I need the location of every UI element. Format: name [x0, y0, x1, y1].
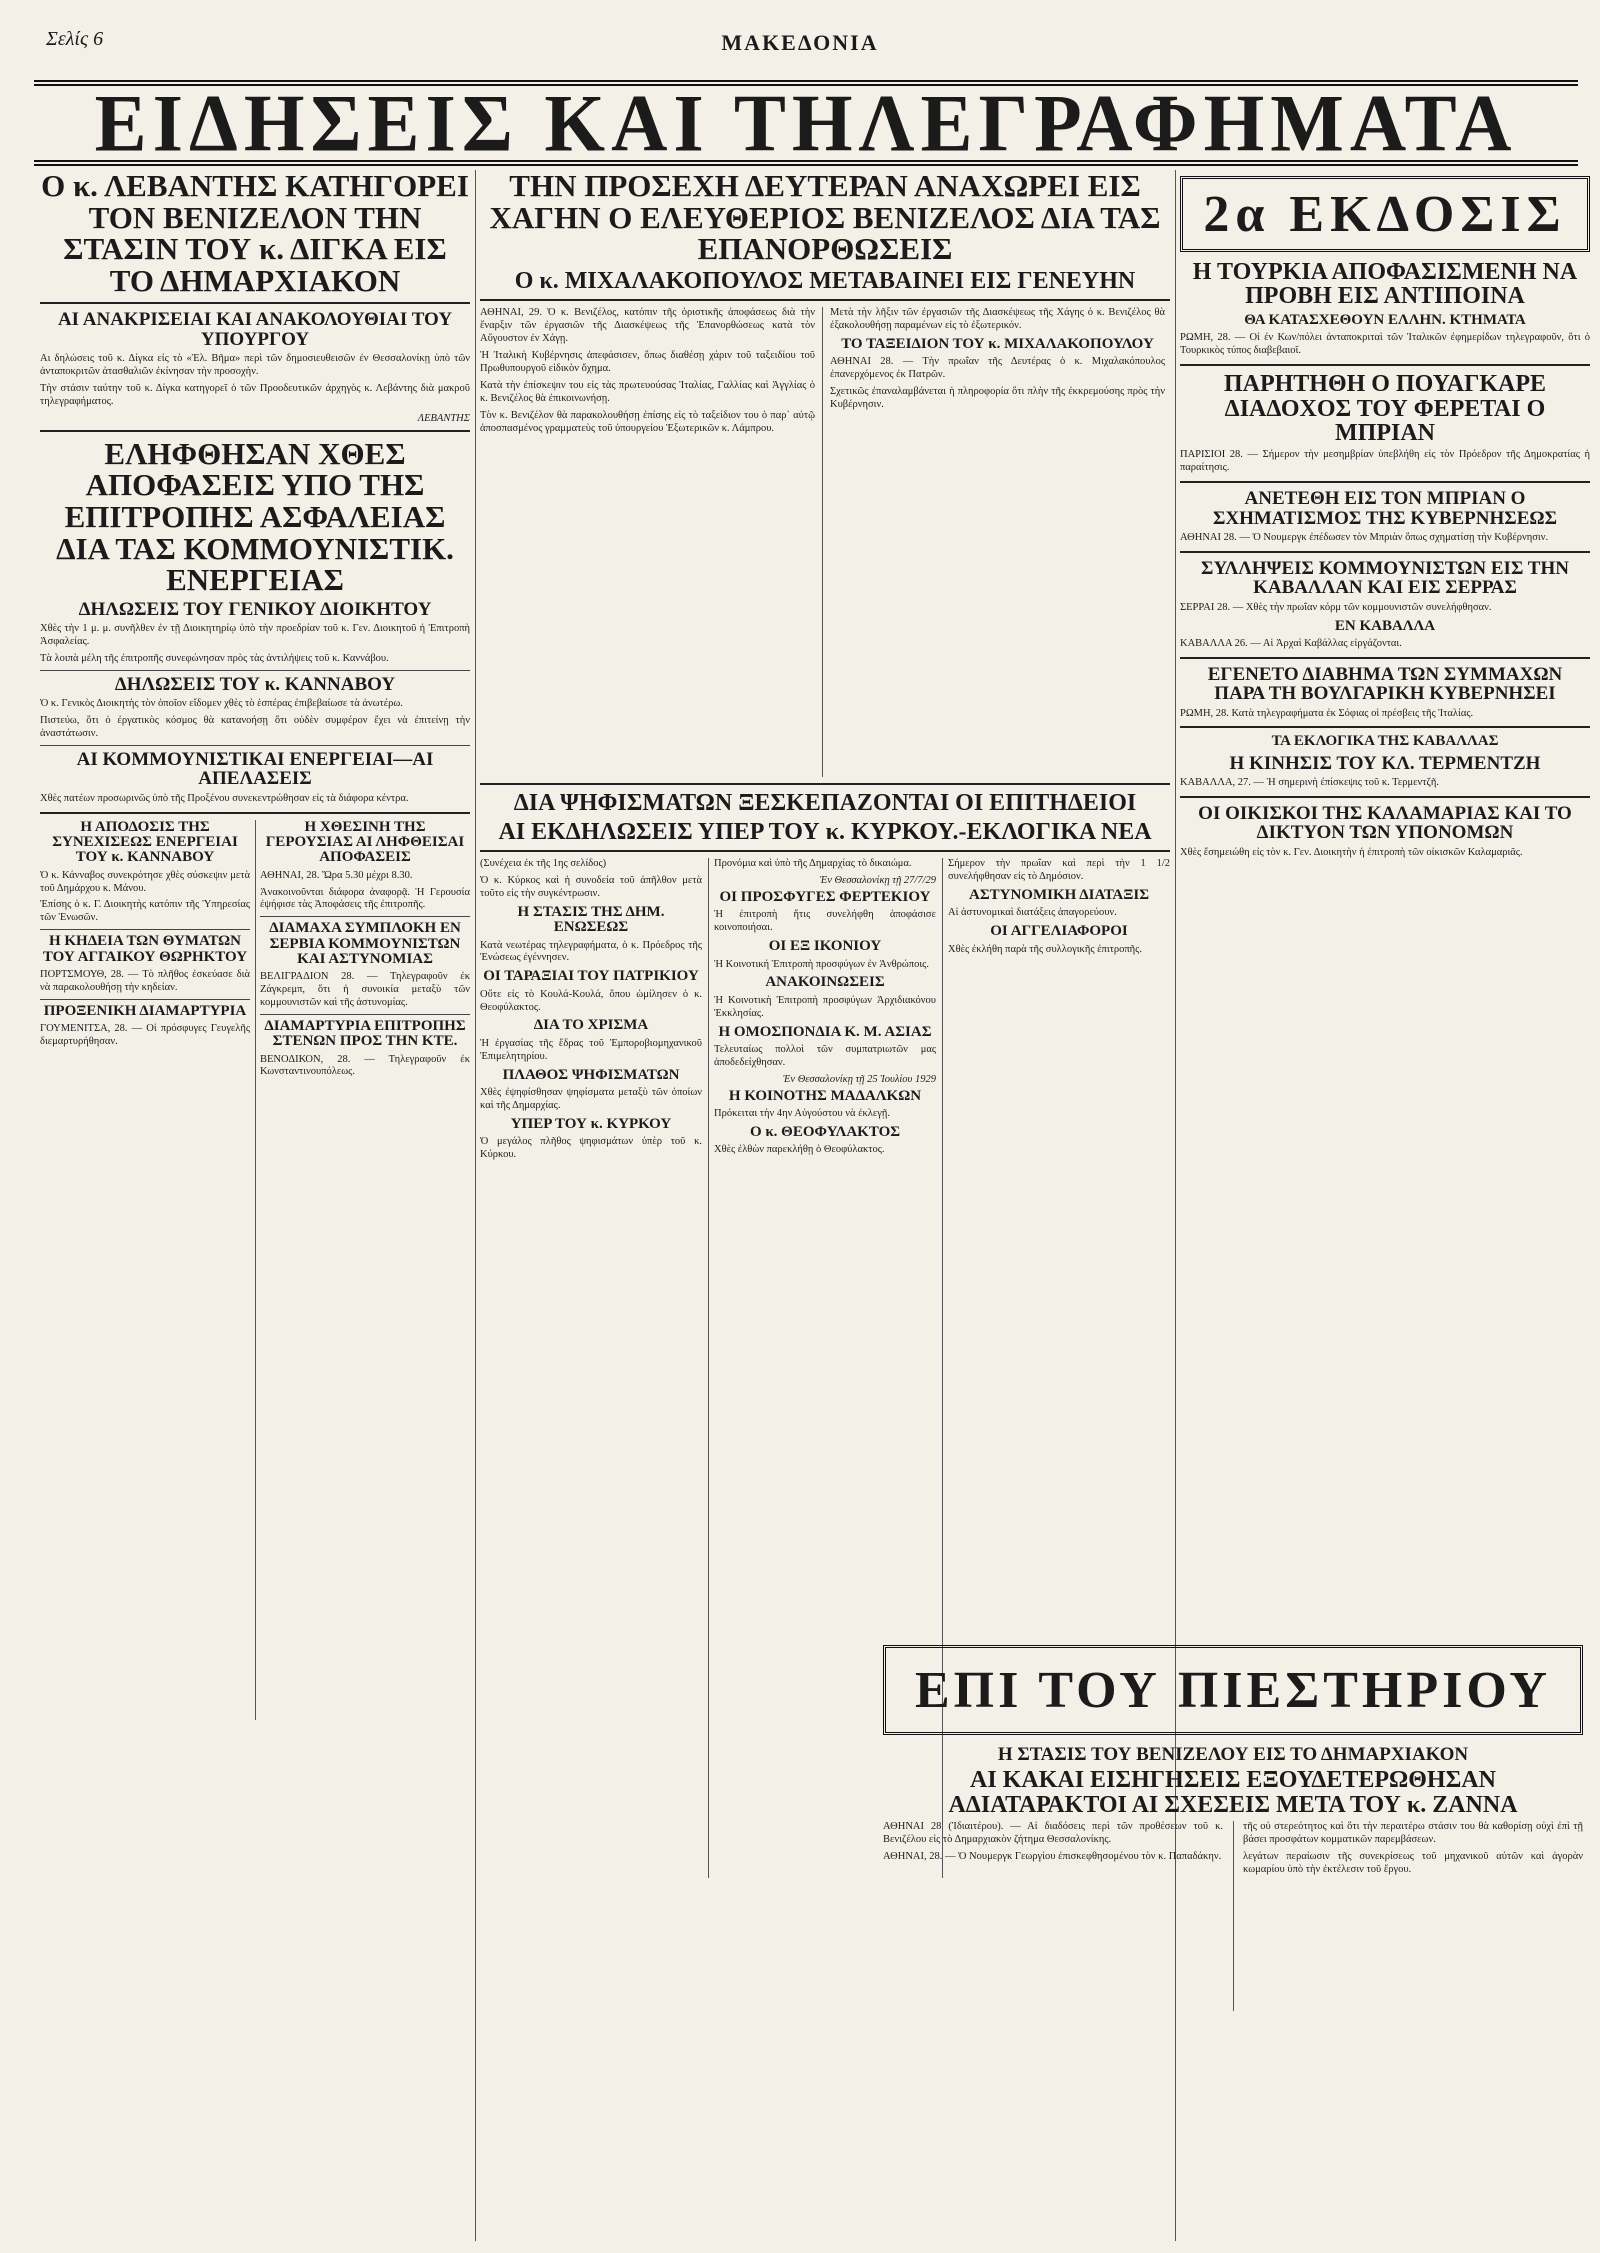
subhead-michalakopoulos-trip: ΤΟ ΤΑΞΕΙΔΙΟΝ ΤΟΥ κ. ΜΙΧΑΛΑΚΟΠΟΥΛΟΥ: [841, 336, 1154, 353]
subhead-michalakopoulos-geneva: Ο κ. ΜΙΧΑΛΑΚΟΠΟΥΛΟΣ ΜΕΤΑΒΑΙΝΕΙ ΕΙΣ ΓΕΝΕΥΗΝ: [514, 267, 1136, 294]
article-text: Χθὲς πατέων προσωρινῶς ὑπὸ τῆς Προξένου συνεκεντρώθησαν εἰς τὰ διάφορα κέντρα.: [40, 792, 409, 804]
article-text: τῆς οὐ στερεότητος καὶ ὅτι τὴν περαιτέρω στάσιν του θὰ καθορίσῃ οὐχὶ ἐπὶ τῇ βάσει προσφάτων κομματικῶν παρεμβάσεων.: [1243, 1821, 1583, 1846]
divider: [1180, 726, 1590, 728]
divider: [1180, 657, 1590, 659]
headline-serbia-clash: ΔΙΑΜΑΧΑ ΣΥΜΠΛΟΚΗ ΕΝ ΣΕΡΒΙΑ ΚΟΜΜΟΥΝΙΣΤΩΝ ΚΑΙ ΑΣΤΥΝΟΜΙΑΣ: [269, 920, 461, 967]
divider: [40, 745, 470, 746]
masthead: [6, 0, 1594, 60]
column-rule: [1233, 1821, 1234, 2011]
lead-subcol-b: [830, 307, 1165, 777]
divider: [40, 999, 250, 1000]
headline-fertekiou-refugees: ΟΙ ΠΡΟΣΦΥΓΕΣ ΦΕΡΤΕΚΙΟΥ: [719, 889, 931, 906]
article-text: ΚΑΒΑΛΛΑ, 27. — Ἡ σημερινὴ ἐπίσκεψις τοῦ κ. Τερμεντζῆ.: [1180, 777, 1439, 789]
subhead-governor-statements: ΔΗΛΩΣΕΙΣ ΤΟΥ ΓΕΝΙΚΟΥ ΔΙΟΙΚΗΤΟΥ: [78, 598, 432, 620]
headline-briand-cabinet: ΑΝΕΤΕΘΗ ΕΙΣ ΤΟΝ ΜΠΡΙΑΝ Ο ΣΧΗΜΑΤΙΣΜΟΣ ΤΗΣ ΚΥΒΕΡΝΗΣΕΩΣ: [1212, 488, 1558, 529]
article-text: Ἡ ἐργασίας τῆς ἔδρας τοῦ Ἐμποροβιομηχανικοῦ Ἐπιμελητηρίου.: [480, 1037, 702, 1062]
headline-termentzis: Η ΚΙΝΗΣΙΣ ΤΟΥ ΚΛ. ΤΕΡΜΕΝΤΖΗ: [1229, 752, 1541, 774]
paper-name: ΜΑΚΕΔΟΝΙΑ: [721, 30, 879, 55]
article-text: ΑΘΗΝΑΙ 28. — Τὴν πρωΐαν τῆς Δευτέρας ὁ κ. Μιχαλακόπουλος ἐπανερχόμενος ἐκ Πατρῶν.: [830, 356, 1165, 381]
article-text: Πιστεύω, ὅτι ὁ ἐργατικὸς κόσμος θὰ κατανοήσῃ ὅτι οὐδὲν συμφέρον ἔχει νὰ ἐπιτείνῃ τὴν ἀναστάτωσιν.: [40, 715, 470, 740]
continuation-note: (Συνέχεια ἐκ τῆς 1ης σελίδος): [480, 858, 607, 870]
article-text: Τὰ λοιπὰ μέλη τῆς ἐπιτροπῆς συνεφώνησαν πρὸς τὰς ἀντιλήψεις τοῦ κ. Καννάβου.: [40, 653, 389, 665]
divider: [480, 850, 1170, 852]
section-banner: [34, 76, 1578, 169]
press-section: [883, 1645, 1583, 2070]
banner-title: ΕΙΔΗΣΕΙΣ ΚΑΙ ΤΗΛΕΓΡΑΦΗΜΑΤΑ: [94, 76, 1518, 169]
article-text: ΒΕΛΙΓΡΑΔΙΟΝ 28. — Τηλεγραφοῦν ἐκ Ζάγκρεμπ, ὅτι ἡ συνοικία μεταξὺ τῶν κομμουνιστῶν καὶ τῆς ἀστυνομίας.: [260, 971, 470, 1009]
headline-kannavos-actions: Η ΑΠΟΔΟΣΙΣ ΤΗΣ ΣΥΝΕΧΙΣΕΩΣ ΕΝΕΡΓΕΙΑΙ ΤΟΥ κ. ΚΑΝΝΑΒΟΥ: [52, 819, 238, 866]
article-text: Προνόμια καὶ ὑπὸ τῆς Δημαρχίας τὸ δικαιώμα.: [714, 858, 912, 870]
divider: [480, 783, 1170, 785]
article-text: Χθὲς ἐψηφίσθησαν ψηφίσματα μεταξὺ τῶν ὁποίων καὶ τῆς Δημαρχίας.: [480, 1086, 702, 1111]
column-rule: [255, 820, 256, 1720]
headline-funeral-victims: Η ΚΗΔΕΙΑ ΤΩΝ ΘΥΜΑΤΩΝ ΤΟΥ ΑΓΓΑΙΚΟΥ ΘΩΡΗΚΤΟΥ: [42, 933, 248, 965]
left-subcol-b: [260, 820, 470, 1720]
article-text: Τελευταίως πολλοὶ τῶν συμπατριωτῶν μας ἀποδεδείχθησαν.: [714, 1043, 936, 1068]
article-text: Αἱ ἀστυνομικαὶ διατάξεις ἀπαγορεύουν.: [948, 907, 1117, 919]
column-rule: [822, 307, 823, 777]
on-the-press-box: [883, 1645, 1583, 1735]
headline-theofylaktos: Ο κ. ΘΕΟΦΥΛΑΚΤΟΣ: [749, 1123, 901, 1140]
article-text: Χθὲς ἐκλήθη παρὰ τῆς συλλογικῆς ἐπιτροπῆς.: [948, 943, 1142, 955]
headline-security-committee: ΕΛΗΦΘΗΣΑΝ ΧΘΕΣ ΑΠΟΦΑΣΕΙΣ ΥΠΟ ΤΗΣ ΕΠΙΤΡΟΠΗΣ ΑΣΦΑΛΕΙΑΣ ΔΙΑ ΤΑΣ ΚΟΜΜΟΥΝΙΣΤΙΚ. ΕΝΕΡΓΕΙΑΣ: [56, 435, 454, 598]
subhead-investigations: ΑΙ ΑΝΑΚΡΙΣΕΙΑΙ ΚΑΙ ΑΝΑΚΟΛΟΥΘΙΑΙ ΤΟΥ ΥΠΟΥΡΓΟΥ: [57, 309, 453, 350]
headline-straits-protest: ΔΙΑΜΑΡΤΥΡΙΑ ΕΠΙΤΡΟΠΗΣ ΣΤΕΝΩΝ ΠΡΟΣ ΤΗΝ ΚΤΕ.: [264, 1017, 466, 1050]
article-text: λεγάτων περαίωσιν τῆς συνεκρίσεως τοῦ μηχανικοῦ αὐτῶν καὶ ἀγορὰν κωμαρίου ὑπὸ τὴν ἐκτέλεσιν τοῦ ἔργου.: [1243, 1851, 1583, 1876]
headline-for-kyrkos: ΥΠΕΡ ΤΟΥ κ. ΚΥΡΚΟΥ: [510, 1115, 672, 1132]
headline-communist-deportations: ΑΙ ΚΟΜΜΟΥΝΙΣΤΙΚΑΙ ΕΝΕΡΓΕΙΑΙ—ΑΙ ΑΠΕΛΑΣΕΙΣ: [76, 749, 434, 790]
divider: [1180, 481, 1590, 483]
headline-announcements: ΑΝΑΚΟΙΝΩΣΕΙΣ: [765, 974, 885, 991]
subhead-greek-properties: ΘΑ ΚΑΤΑΣΧΕΘΟΥΝ ΕΛΛΗΝ. ΚΤΗΜΑΤΑ: [1244, 311, 1526, 328]
subhead-in-kavala: ΕΝ ΚΑΒΑΛΛΑ: [1334, 617, 1436, 634]
divider: [40, 430, 470, 432]
press-subcol-a: [883, 1821, 1223, 2011]
headline-ikonion: ΟΙ ΕΞ ΙΚΟΝΙΟΥ: [768, 938, 882, 955]
left-subcol-a: [40, 820, 250, 1720]
article-text: Ἡ Κοινοτική Ἐπιτροπὴ προσφύγων ἐν Ἀνθρώποις.: [714, 958, 929, 970]
article-text: ΡΩΜΗ, 28. — Οἱ ἐν Κων/πόλει ἀνταποκριταὶ τῶν Ἰταλικῶν ἐφημερίδων τηλεγραφοῦν, ὅτι ὁ Τουρκικὸς τύπος διαβεβαιοῖ.: [1180, 332, 1590, 357]
article-text: Τὸν κ. Βενιζέλον θὰ παρακολουθήσῃ ἐπίσης εἰς τὸ ταξείδιον του ὁ παρ᾿ αὐτῷ ἀποσπασμένος γραμματεὺς τοῦ ὑπουργείου Ἐξωτερικῶν κ. Λάμπρου.: [480, 409, 815, 434]
divider: [480, 299, 1170, 301]
headline-federation-asia: Η ΟΜΟΣΠΟΝΔΙΑ Κ. Μ. ΑΣΙΑΣ: [718, 1023, 932, 1040]
divider: [1180, 364, 1590, 366]
headline-police-order: ΑΣΤΥΝΟΜΙΚΗ ΔΙΑΤΑΞΙΣ: [968, 887, 1150, 904]
article-text: Χθὲς ἐλθὼν παρεκλήθῃ ὁ Θεοφύλακτος.: [714, 1144, 885, 1156]
headline-municipal-union: Η ΣΤΑΣΙΣ ΤΗΣ ΔΗΜ. ΕΝΩΣΕΩΣ: [517, 903, 665, 936]
article-text: Σχετικῶς ἐπαναλαμβάνεται ἡ πληροφορία ὅτι πλὴν τῆς ἐκκρεμούσης πρὸς τὴν Κυβέρνησιν.: [830, 386, 1165, 411]
article-text: ΑΘΗΝΑΙ, 28. — Ὁ Νουμεργκ Γεωργίου ἐπισκεφθησομένου τὸν κ. Παπαδάκην.: [883, 1851, 1222, 1863]
headline-poincare-resigned: ΠΑΡΗΤΗΘΗ Ο ΠΟΥΑΓΚΑΡΕ ΔΙΑΔΟΧΟΣ ΤΟΥ ΦΕΡΕΤΑΙ Ο ΜΠΡΙΑΝ: [1223, 371, 1547, 446]
article-text: Ὁ κ. Κάνναβος συνεκρότησε χθὲς σύσκεψιν μετὰ τοῦ Δημάρχου κ. Μάνου.: [40, 869, 250, 894]
article-text: ΑΘΗΝΑΙ, 28. Ὥρα 5.30 μέχρι 8.30.: [260, 869, 413, 881]
headline-chrisma: ΔΙΑ ΤΟ ΧΡΙΣΜΑ: [533, 1017, 649, 1034]
article-text: ΑΘΗΝΑΙ 28. — Ὁ Νουμεργκ ἐπέδωσεν τὸν Μπριὰν ὅπως σχηματίσῃ τὴν Κυβέρνησιν.: [1180, 532, 1549, 544]
divider: [1180, 796, 1590, 798]
article-text: Πρόκειται τὴν 4ην Αὐγούστου νὰ ἐκλεγῇ.: [714, 1107, 891, 1119]
divider: [40, 929, 250, 930]
article-text: ΑΘΗΝΑΙ 28 (Ἰδιαιτέρου). — Αἱ διαδόσεις περὶ τῶν προθέσεων τοῦ κ. Βενιζέλου εἰς τὸ Δημαρχιακὸν ζήτημα Θεσσαλονίκης.: [883, 1821, 1223, 1846]
article-text: Χθὲς τὴν 1 μ. μ. συνῆλθεν ἐν τῇ Διοικητηρίῳ ὑπὸ τὴν προεδρίαν τοῦ κ. Γεν. Διοικητοῦ ἡ Ἐπιτροπὴ Ἀσφαλείας.: [40, 623, 470, 648]
article-text: Ἐπίσης ὁ κ. Γ. Διοικητὴς κατόπιν τῆς Ὑπηρεσίας τῶν Ἐνωσῶν.: [40, 899, 250, 924]
divider: [40, 670, 470, 671]
second-edition-box: [1180, 176, 1590, 252]
on-the-press-label: ΕΠΙ ΤΟΥ ΠΙΕΣΤΗΡΙΟΥ: [915, 1661, 1551, 1719]
headline-many-resolutions: ΠΛΑΘΟΣ ΨΗΦΙΣΜΑΤΩΝ: [502, 1066, 680, 1083]
article-text: Κατὰ νεωτέρας τηλεγραφήματα, ὁ κ. Πρόεδρος τῆς Ἐνώσεως ἐγέννησεν.: [480, 939, 702, 964]
press-subcol-b: [1243, 1821, 1583, 2011]
headline-zannas-relations: ΑΙ ΚΑΚΑΙ ΕΙΣΗΓΗΣΕΙΣ ΕΞΟΥΔΕΤΕΡΩΘΗΣΑΝ ΑΔΙΑΤΑΡΑΚΤΟΙ ΑΙ ΣΧΕΣΕΙΣ ΜΕΤΑ ΤΟΥ κ. ΖΑΝΝΑ: [948, 1767, 1518, 1818]
article-text: Οὔτε εἰς τὸ Κουλά-Κουλά, ὅπου ὡμίλησεν ὁ κ. Θεοφύλακτος.: [480, 988, 702, 1013]
headline-turkey-reprisals: Η ΤΟΥΡΚΙΑ ΑΠΟΦΑΣΙΣΜΕΝΗ ΝΑ ΠΡΟΒΗ ΕΙΣ ΑΝΤΙΠΟΙΝΑ: [1192, 259, 1578, 310]
article-text: Ἀνακοινοῦνται διάφορα ἀναφορᾷ. Ἡ Γερουσία ἐψήφισε τὰς Ἀποφάσεις τῆς ἐπιτροπῆς.: [260, 886, 470, 911]
headline-patrikiou-disturbances: ΟΙ ΤΑΡΑΞΙΑΙ ΤΟΥ ΠΑΤΡΙΚΙΟΥ: [483, 968, 699, 985]
column-left: [40, 170, 470, 2241]
headline-allies-bulgaria: ΕΓΕΝΕΤΟ ΔΙΑΒΗΜΑ ΤΩΝ ΣΥΜΜΑΧΩΝ ΠΑΡΑ ΤΗ ΒΟΥΛΓΑΡΙΚΗ ΚΥΒΕΡΝΗΣΕΙ: [1207, 663, 1563, 705]
article-text: ΓΟΥΜΕΝΙΤΣΑ, 28. — Οἱ πρόσφυγες Γευγελῆς διεμαρτυρήθησαν.: [40, 1022, 250, 1047]
article-text: ΡΩΜΗ, 28. Κατὰ τηλεγραφήματα ἐκ Σόφιας οἱ πρέσβεις τῆς Ἰταλίας.: [1180, 707, 1474, 719]
dateline: Ἐν Θεσσαλονίκῃ τῇ 25 Ἰουλίου 1929: [782, 1073, 936, 1085]
headline-resolutions: ΔΙΑ ΨΗΦΙΣΜΑΤΩΝ ΞΕΣΚΕΠΑΖΟΝΤΑΙ ΟΙ ΕΠΙΤΗΔΕΙΟΙ: [513, 790, 1137, 817]
headline-messengers: ΟΙ ΑΓΓΕΛΙΑΦΟΡΟΙ: [990, 923, 1128, 940]
divider: [1180, 551, 1590, 553]
article-text: ΣΕΡΡΑΙ 28. — Χθὲς τὴν πρωΐαν κόρμ τῶν κομμουνιστῶν συνελήφθησαν.: [1180, 601, 1492, 613]
article-text: Ἡ ἐπιτροπὴ ἥτις συνελήφθη ἀποφάσισε κοινοποιήσαι.: [714, 909, 936, 934]
press-cols: [883, 1821, 1583, 2011]
second-edition-label: 2α ΕΚΔΟΣΙΣ: [1203, 185, 1567, 243]
article-text: ΠΟΡΤΣΜΟΥΘ, 28. — Τὸ πλῆθος ἐσκεύασε διὰ νὰ παρακολουθήσῃ τὴν κηδείαν.: [40, 968, 250, 993]
article-text: ΚΑΒΑΛΛΑ 26. — Αἱ Ἀρχαὶ Καβάλλας εἰργάζονται.: [1180, 637, 1402, 649]
headline-senate-session: Η ΧΘΕΣΙΝΗ ΤΗΣ ΓΕΡΟΥΣΙΑΣ ΑΙ ΛΗΦΘΕΙΣΑΙ ΑΠΟΦΑΣΕΙΣ: [265, 819, 465, 866]
article-text: ΒΕΝΟΔΙΚΟΝ, 28. — Τηλεγραφοῦν ἐκ Κωνσταντινουπόλεως.: [260, 1053, 470, 1078]
column-rule: [708, 858, 709, 1878]
press-content: [883, 1745, 1583, 2070]
mid-subcol-a: [480, 858, 702, 1878]
headline-venizelos-hague: ΤΗΝ ΠΡΟΣΕΧΗ ΔΕΥΤΕΡΑΝ ΑΝΑΧΩΡΕΙ ΕΙΣ ΧΑΓΗΝ Ο ΕΛΕΥΘΕΡΙΟΣ ΒΕΝΙΖΕΛΟΣ ΔΙΑ ΤΑΣ ΕΠΑΝΟΡΘΩΣΕΙΣ: [489, 170, 1161, 267]
subhead-kannavos-statements: ΔΗΛΩΣΕΙΣ ΤΟΥ κ. ΚΑΝΝΑΒΟΥ: [114, 673, 396, 695]
divider: [40, 812, 470, 814]
dateline: Ἐν Θεσσαλονίκῃ τῇ 27/7/29: [819, 875, 936, 887]
article-text: Χθὲς ἔσημειώθη εἰς τὸν κ. Γεν. Διοικητὴν ἡ ἐπιτροπὴ τῶν οἰκισκῶν Καλαμαριᾶς.: [1180, 846, 1523, 858]
article-text: Ὁ κ. Γενικὸς Διοικητὴς τὸν ὁποῖον εἴδομεν χθὲς τὸ ἑσπέρας ἐπιβεβαίωσε τὰ ἀνωτέρω.: [40, 698, 403, 710]
article-text: Σήμερον τὴν πρωΐαν καὶ περὶ τὴν 1 1/2 συνελήφθησαν εἰς τὸ Δημόσιον.: [948, 858, 1170, 883]
article-text: ΑΘΗΝΑΙ, 29. Ὁ κ. Βενιζέλος, κατόπιν τῆς ὁριστικῆς ἀποφάσεως διὰ τὴν ἔναρξιν τῶν ἐργασιῶν τῆς Διασκέψεως τῆς Ἐπανορθώσεως κατὰ τὸν Αὔγουστον ἐν Χάγῃ.: [480, 307, 815, 345]
article-text: Μετὰ τὴν λῆξιν τῶν ἐργασιῶν τῆς Διασκέψεως τῆς Χάγης ὁ κ. Βενιζέλος θὰ ἐξακολουθήσῃ παραμένων εἰς τὸ ἐξωτερικόν.: [830, 307, 1165, 332]
headline-levantis: Ο κ. ΛΕΒΑΝΤΗΣ ΚΑΤΗΓΟΡΕΙ ΤΟΝ ΒΕΝΙΖΕΛΟΝ ΤΗΝ ΣΤΑΣΙΝ ΤΟΥ κ. ΔΙΓΚΑ ΕΙΣ ΤΟ ΔΗΜΑΡΧΙΑΚΟΝ: [41, 170, 469, 298]
headline-communist-arrests: ΣΥΛΛΗΨΕΙΣ ΚΟΜΜΟΥΝΙΣΤΩΝ ΕΙΣ ΤΗΝ ΚΑΒΑΛΛΑΝ ΚΑΙ ΕΙΣ ΣΕΡΡΑΣ: [1201, 557, 1569, 599]
divider: [260, 1014, 470, 1015]
headline-venizelos-municipal: Η ΣΤΑΣΙΣ ΤΟΥ ΒΕΝΙΖΕΛΟΥ ΕΙΣ ΤΟ ΔΗΜΑΡΧΙΑΚΟΝ: [997, 1744, 1469, 1765]
left-sub-columns: [40, 820, 470, 1720]
headline-kalamaria-sewers: ΟΙ ΟΙΚΙΣΚΟΙ ΤΗΣ ΚΑΛΑΜΑΡΙΑΣ ΚΑΙ ΤΟ ΔΙΚΤΥΟΝ ΤΩΝ ΥΠΟΝΟΜΩΝ: [1198, 803, 1572, 844]
lead-subcol-a: [480, 307, 815, 777]
article-text: Ἡ Ἰταλικὴ Κυβέρνησις ἀπεφάσισεν, ὅπως διαθέσῃ χάριν τοῦ ταξειδίου τοῦ Πρωθυπουργοῦ εἰδικὸν ὄχημα.: [480, 350, 815, 374]
subhead-kyrkos-election: ΑΙ ΕΚΔΗΛΩΣΕΙΣ ΥΠΕΡ ΤΟΥ κ. ΚΥΡΚΟΥ.-ΕΚΛΟΓΙΚΑ ΝΕΑ: [498, 818, 1152, 845]
signature: ΛΕΒΑΝΤΗΣ: [417, 412, 470, 424]
headline-consular-protest: ΠΡΟΞΕΝΙΚΗ ΔΙΑΜΑΡΤΥΡΙΑ: [43, 1002, 247, 1019]
divider: [40, 302, 470, 304]
article-text: Ἡ Κοινοτικὴ Ἐπιτροπὴ προσφύγων Ἀρχιδιακόνου Ἐκκλησίας.: [714, 994, 936, 1019]
article-text: Ὁ μεγάλος πλῆθος ψηφισμάτων ὑπὲρ τοῦ κ. Κύρκου.: [480, 1135, 702, 1160]
article-text: ΠΑΡΙΣΙΟΙ 28. — Σήμερον τὴν μεσημβρίαν ὑπεβλήθη εἰς τὸν Πρόεδρον τῆς Δημοκρατίας ἡ παραίτησις.: [1180, 449, 1590, 474]
column-rule: [475, 170, 476, 2241]
divider: [260, 916, 470, 917]
article-text: Κατὰ τὴν ἐπίσκεψιν του εἰς τὰς πρωτευούσας Ἰταλίας, Γαλλίας καὶ Ἀγγλίας ὁ κ. Βενιζέλος θὰ ἐπικοινωνήσῃ.: [480, 379, 815, 404]
article-text: Ὁ κ. Κύρκος καὶ ἡ συνοδεία τοῦ ἀπῆλθον μετὰ τοῦτο εἰς τὴν συγκέντρωσιν.: [480, 875, 702, 900]
subhead-kavala-election: ΤΑ ΕΚΛΟΓΙΚΑ ΤΗΣ ΚΑΒΑΛΛΑΣ: [1271, 733, 1499, 750]
page-number: Σελίς 6: [46, 28, 104, 50]
article-text: Αι δηλώσεις τοῦ κ. Δίγκα εἰς τὸ «Ἐλ. Βῆμα» περὶ τῶν δημοσιευθεισῶν ἐν Θεσσαλονίκῃ ὑπὸ τῶν ἀνταποκριτῶν ἀτασθαλιῶν ἐκίνησαν τὴν προσοχὴν.: [40, 353, 470, 378]
lead-two-cols: [480, 307, 1170, 777]
headline-madalkon-community: Η ΚΟΙΝΟΤΗΣ ΜΑΔΑΛΚΩΝ: [728, 1087, 922, 1104]
article-text: Τὴν στάσιν ταύτην τοῦ κ. Δίγκα κατηγορεῖ ὁ τῶν Προοδευτικῶν ἀρχηγὸς κ. Λεβάντης διὰ μακροῦ τηλεγραφήματος.: [40, 383, 470, 407]
